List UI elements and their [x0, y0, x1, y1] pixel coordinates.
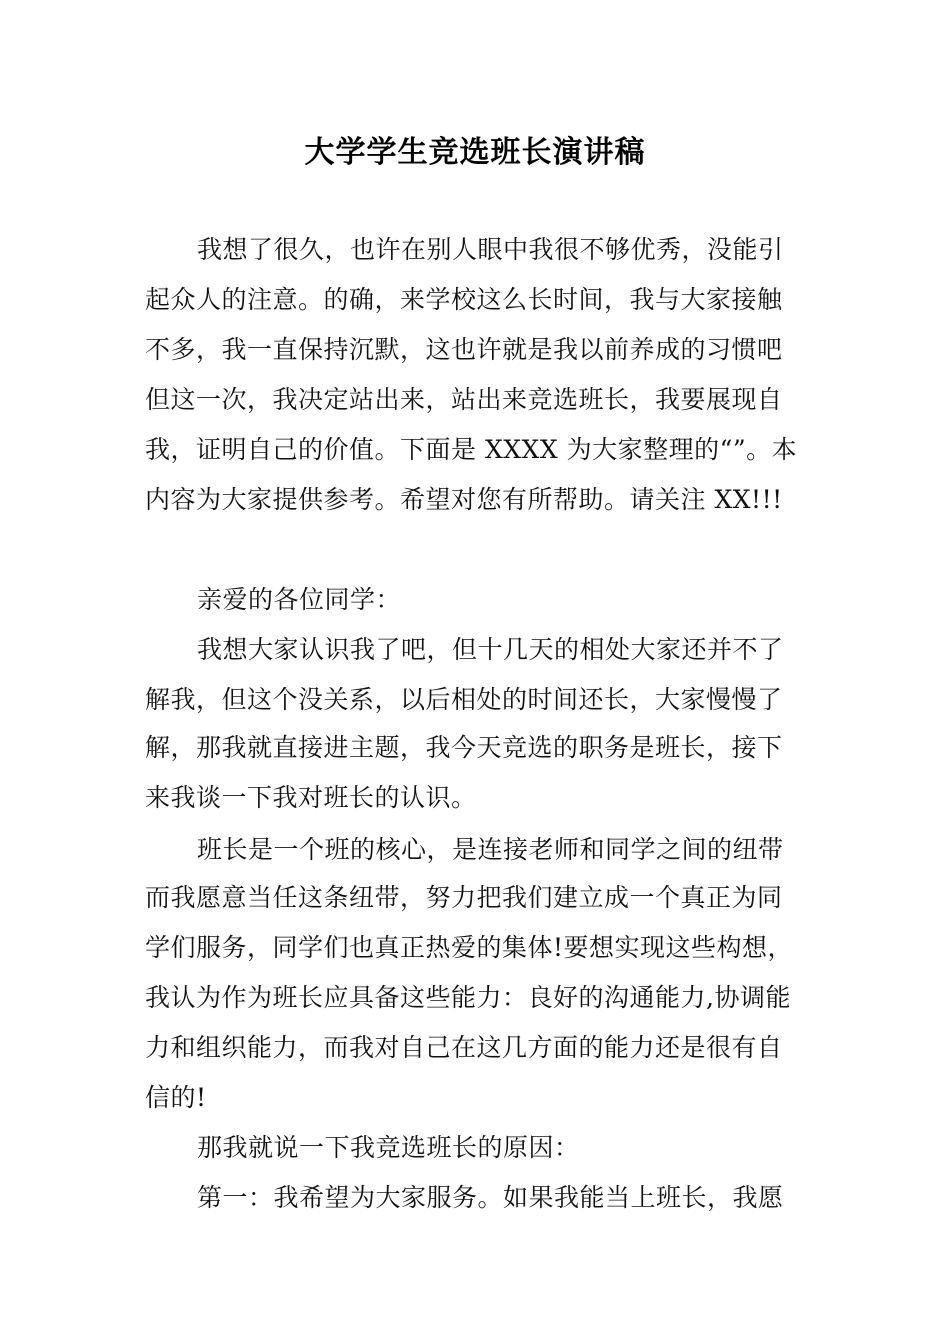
- text-line: 内容为大家提供参考。希望对您有所帮助。请关注 XX!!!: [145, 485, 783, 514]
- text-line: 我认为作为班长应具备这些能力：良好的沟通能力,协调能: [145, 983, 791, 1012]
- document-title: 大学学生竞选班长演讲稿: [304, 135, 646, 170]
- text-line: 起众人的注意。的确，来学校这么长时间，我与大家接触: [145, 285, 783, 314]
- text-line: 班长是一个班的核心，是连接老师和同学之间的纽带: [197, 835, 784, 864]
- salutation: 亲爱的各位同学：: [197, 585, 402, 614]
- text-line: 信的!: [145, 1083, 207, 1112]
- text-line: 而我愿意当任这条纽带，努力把我们建立成一个真正为同: [145, 883, 783, 912]
- text-line: 来我谈一下我对班长的认识。: [145, 783, 477, 812]
- text-line: 那我就说一下我竞选班长的原因：: [197, 1133, 580, 1162]
- text-line: 我想大家认识我了吧，但十几天的相处大家还并不了: [197, 635, 784, 664]
- text-line: 力和组织能力，而我对自己在这几方面的能力还是很有自: [145, 1033, 783, 1062]
- text-line: 不多，我一直保持沉默，这也许就是我以前养成的习惯吧: [145, 335, 783, 364]
- text-line: 解，那我就直接进主题，我今天竞选的职务是班长，接下: [145, 733, 783, 762]
- text-line: 我，证明自己的价值。下面是 XXXX 为大家整理的“”。本: [145, 435, 798, 464]
- text-line: 解我，但这个没关系，以后相处的时间还长，大家慢慢了: [145, 685, 783, 714]
- text-line: 但这一次，我决定站出来，站出来竞选班长，我要展现自: [145, 385, 783, 414]
- text-line: 我想了很久，也许在别人眼中我很不够优秀，没能引: [197, 235, 784, 264]
- text-line: 学们服务，同学们也真正热爱的集体!要想实现这些构想，: [145, 933, 794, 962]
- text-line: 第一：我希望为大家服务。如果我能当上班长，我愿: [197, 1183, 784, 1212]
